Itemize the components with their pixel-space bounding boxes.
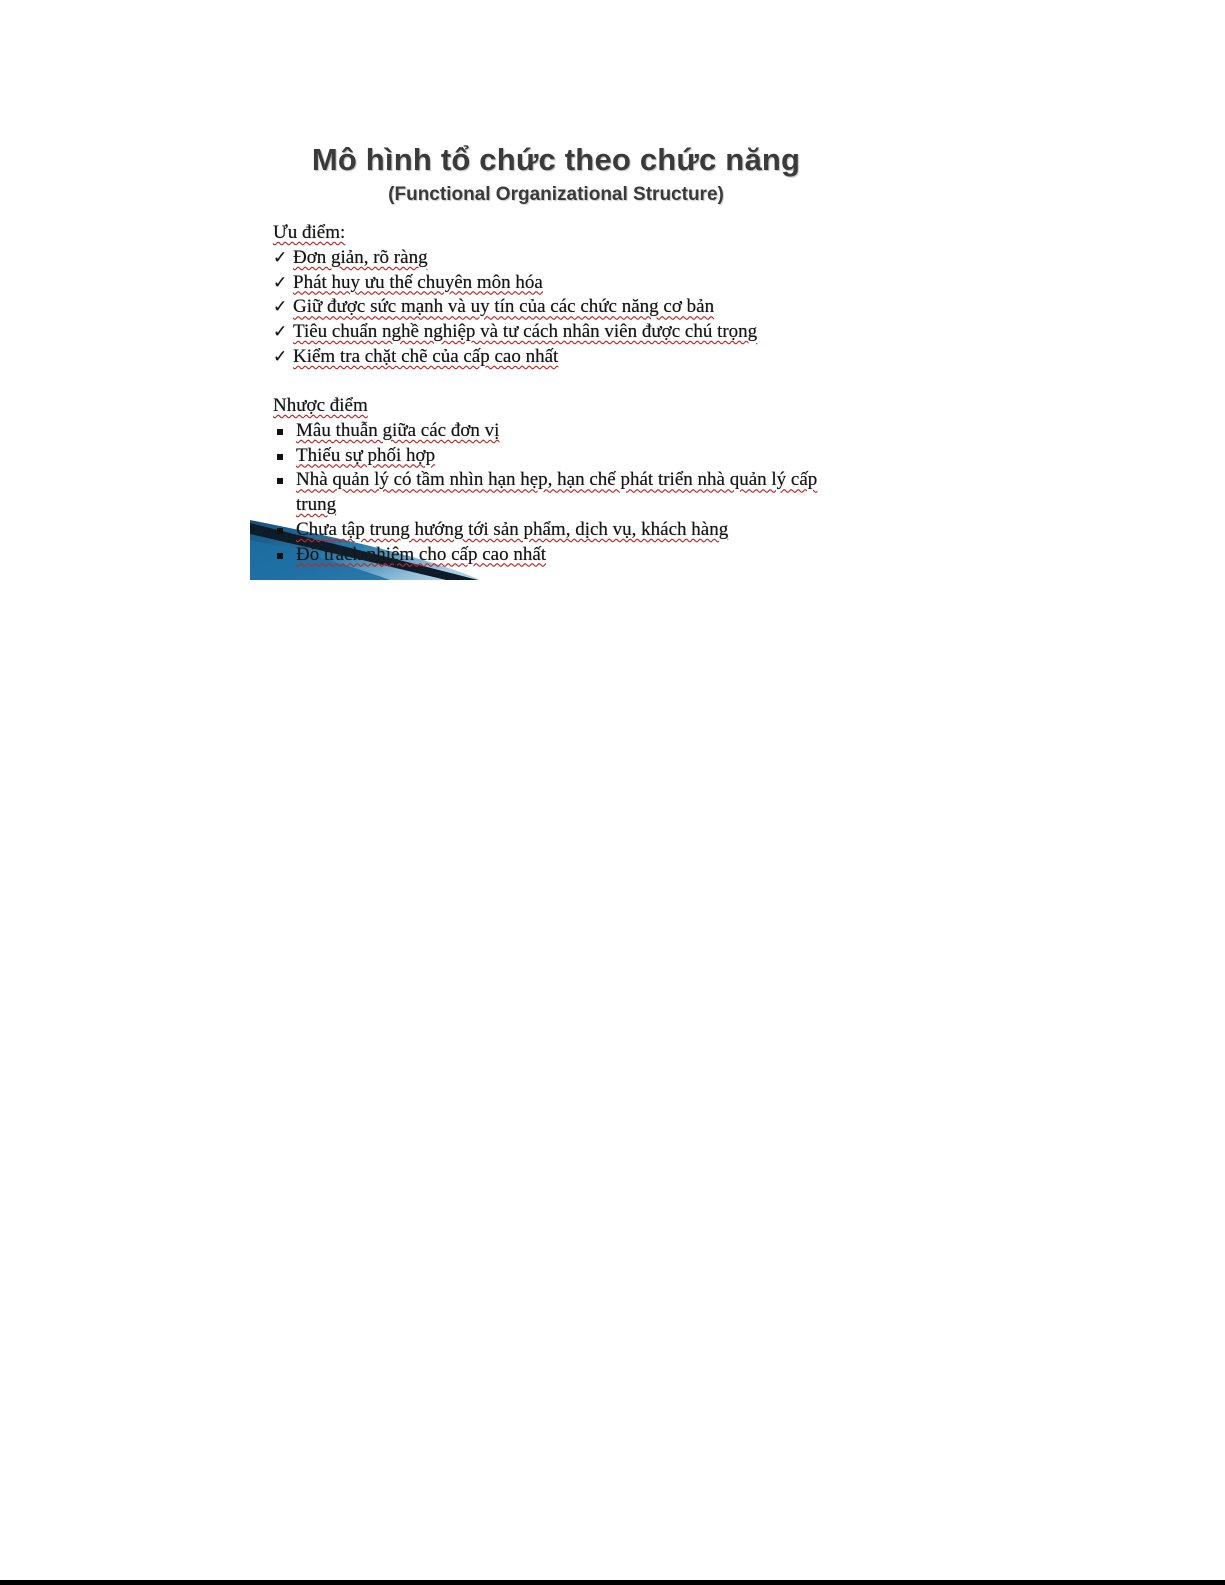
advantage-item-text: Kiểm tra chặt chẽ của cấp cao nhất xyxy=(293,345,559,367)
advantage-item xyxy=(273,295,757,320)
advantages-list xyxy=(273,246,757,370)
check-icon: ✓ xyxy=(273,346,288,367)
square-bullet-icon xyxy=(277,528,283,534)
disadvantage-item-text: Đổ trách nhiệm cho cấp cao nhất xyxy=(296,543,547,565)
advantage-item xyxy=(273,345,757,370)
disadvantage-item xyxy=(273,419,833,444)
disadvantages-list xyxy=(273,419,833,567)
square-bullet-icon xyxy=(277,553,283,559)
advantage-item-text: Giữ được sức mạnh và uy tín của các chức năng cơ bản xyxy=(293,296,715,318)
disadvantage-item-text: Nhà quản lý có tầm nhìn hạn hẹp, hạn chế phát triển nhà quản lý cấp trung xyxy=(296,469,818,516)
disadvantage-item xyxy=(273,468,833,517)
square-bullet-icon xyxy=(277,478,283,484)
disadvantage-item xyxy=(273,518,833,543)
check-icon: ✓ xyxy=(273,248,288,268)
square-bullet-icon xyxy=(277,454,283,460)
disadvantage-item-text: Mâu thuẫn giữa các đơn vị xyxy=(296,420,500,441)
disadvantage-item-text: Chưa tập trung hướng tới sản phẩm, dịch vụ, khách hàng xyxy=(296,518,729,540)
advantages-heading: Ưu điểm: xyxy=(273,222,346,243)
advantage-item-text: Đơn giản, rõ ràng xyxy=(293,247,428,268)
disadvantage-item-text: Thiếu sự phối hợp xyxy=(296,444,436,466)
disadvantages-heading: Nhược điểm xyxy=(273,395,368,416)
check-icon: ✓ xyxy=(273,322,288,343)
check-icon: ✓ xyxy=(273,297,288,318)
page-bottom-rule xyxy=(0,1580,1225,1585)
disadvantage-item xyxy=(273,444,833,469)
advantage-item xyxy=(273,271,757,296)
advantage-item-text: Phát huy ưu thế chuyên môn hóa xyxy=(293,271,543,293)
disadvantage-item xyxy=(273,543,833,568)
square-bullet-icon xyxy=(277,429,283,435)
check-icon: ✓ xyxy=(273,272,288,293)
slide-title: Mô hình tổ chức theo chức năng xyxy=(311,142,801,177)
advantage-item-text: Tiêu chuẩn nghề nghiệp và tư cách nhân viên được chú trọng xyxy=(293,321,758,343)
advantage-item xyxy=(273,320,757,345)
slide-image xyxy=(250,128,840,580)
advantage-item xyxy=(273,246,757,271)
slide-subtitle: (Functional Organizational Structure) xyxy=(388,184,724,205)
